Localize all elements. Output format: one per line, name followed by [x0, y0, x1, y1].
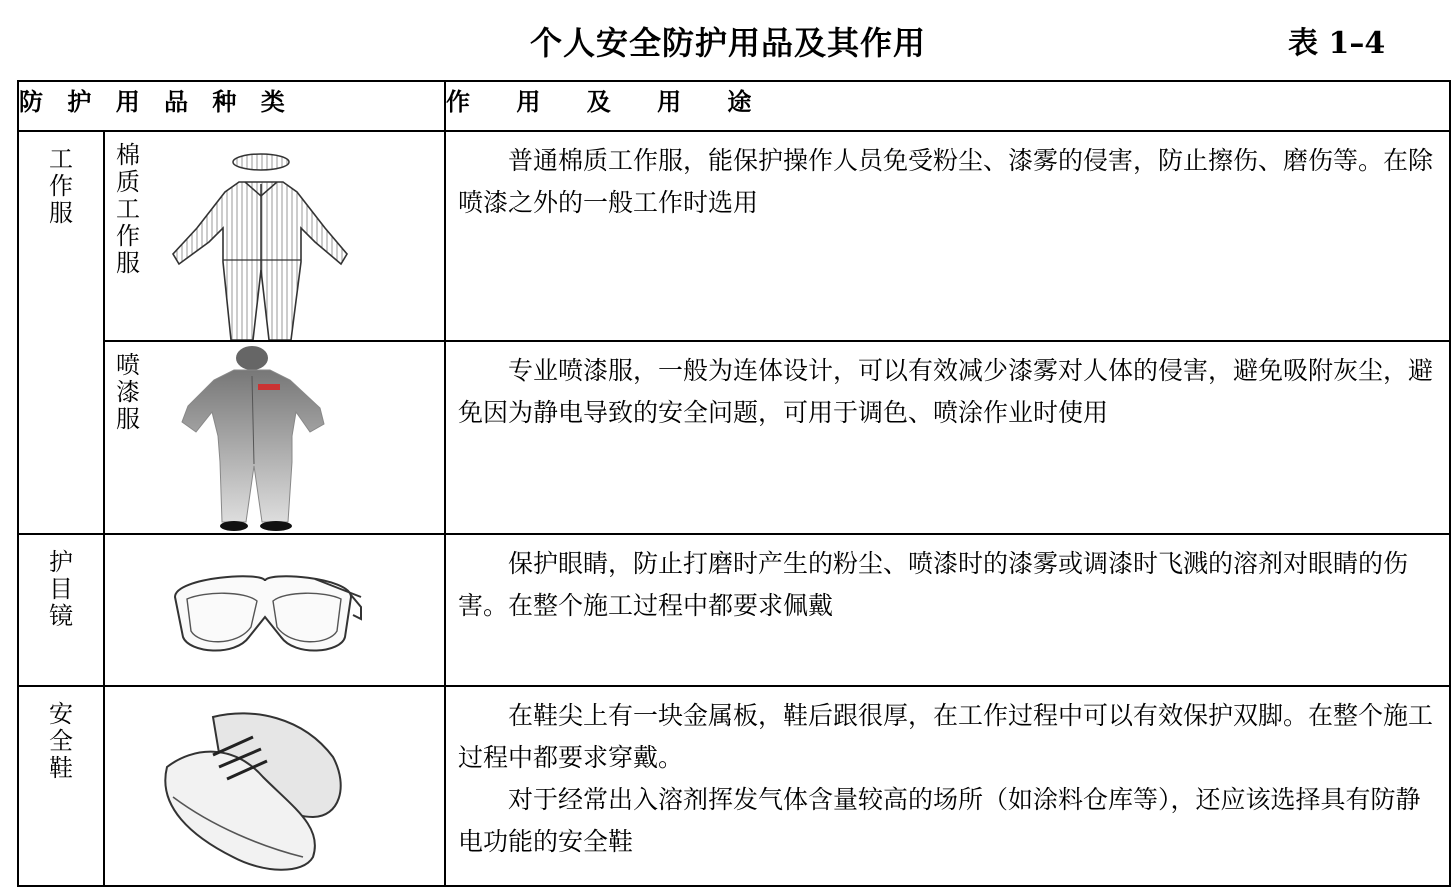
header-type: 防 护 用 品 种 类	[18, 81, 445, 131]
category-cell	[18, 534, 104, 686]
goggles-icon	[165, 557, 365, 667]
ppe-table	[17, 80, 1451, 887]
table-row	[18, 686, 1450, 886]
category-workwear: 工作服	[49, 145, 73, 227]
category-cell	[18, 686, 104, 886]
subtype-label: 喷漆服	[116, 351, 140, 433]
image-cell	[104, 534, 445, 686]
table-row	[18, 534, 1450, 686]
subtype-cell	[104, 341, 445, 534]
category-cell	[18, 131, 104, 534]
description-text: 普通棉质工作服，能保护操作人员免受粉尘、漆雾的侵害，防止擦伤、磨伤等。在除喷漆之外的一般工作时选用	[458, 146, 1434, 217]
description-cell	[445, 131, 1450, 341]
table-header-row	[18, 81, 1450, 131]
header-use: 作 用 及 用 途	[445, 81, 1450, 131]
subtype-label: 棉质工作服	[116, 141, 140, 277]
page-title: 个人安全防护用品及其作用	[529, 24, 926, 62]
subtype-cell	[104, 131, 445, 341]
description-cell	[445, 686, 1450, 886]
description-text: 在鞋尖上有一块金属板，鞋后跟很厚，在工作过程中可以有效保护双脚。在整个施工过程中都要求穿戴。	[458, 701, 1434, 772]
safety-shoes-icon	[153, 697, 353, 877]
spray-suit-icon	[170, 346, 340, 532]
description-text: 专业喷漆服，一般为连体设计，可以有效减少漆雾对人体的侵害，避免吸附灰尘，避免因为静电导致的安全问题，可用于调色、喷涂作业时使用	[458, 356, 1434, 427]
table-number: 表 1–4	[1288, 26, 1386, 61]
description-text: 对于经常出入溶剂挥发气体含量较高的场所（如涂料仓库等），还应该选择具有防静电功能的安全鞋	[458, 785, 1421, 856]
category-safety-shoes: 安全鞋	[49, 700, 73, 782]
description-text: 保护眼睛，防止打磨时产生的粉尘、喷漆时的漆雾或调漆时飞溅的溶剂对眼睛的伤害。在整个施工过程中都要求佩戴	[458, 549, 1409, 620]
cotton-coverall-icon	[165, 150, 355, 340]
table-row	[18, 131, 1450, 341]
description-cell	[445, 534, 1450, 686]
description-cell	[445, 341, 1450, 534]
table-row	[18, 341, 1450, 534]
image-cell	[104, 686, 445, 886]
category-goggles: 护目镜	[49, 548, 73, 630]
